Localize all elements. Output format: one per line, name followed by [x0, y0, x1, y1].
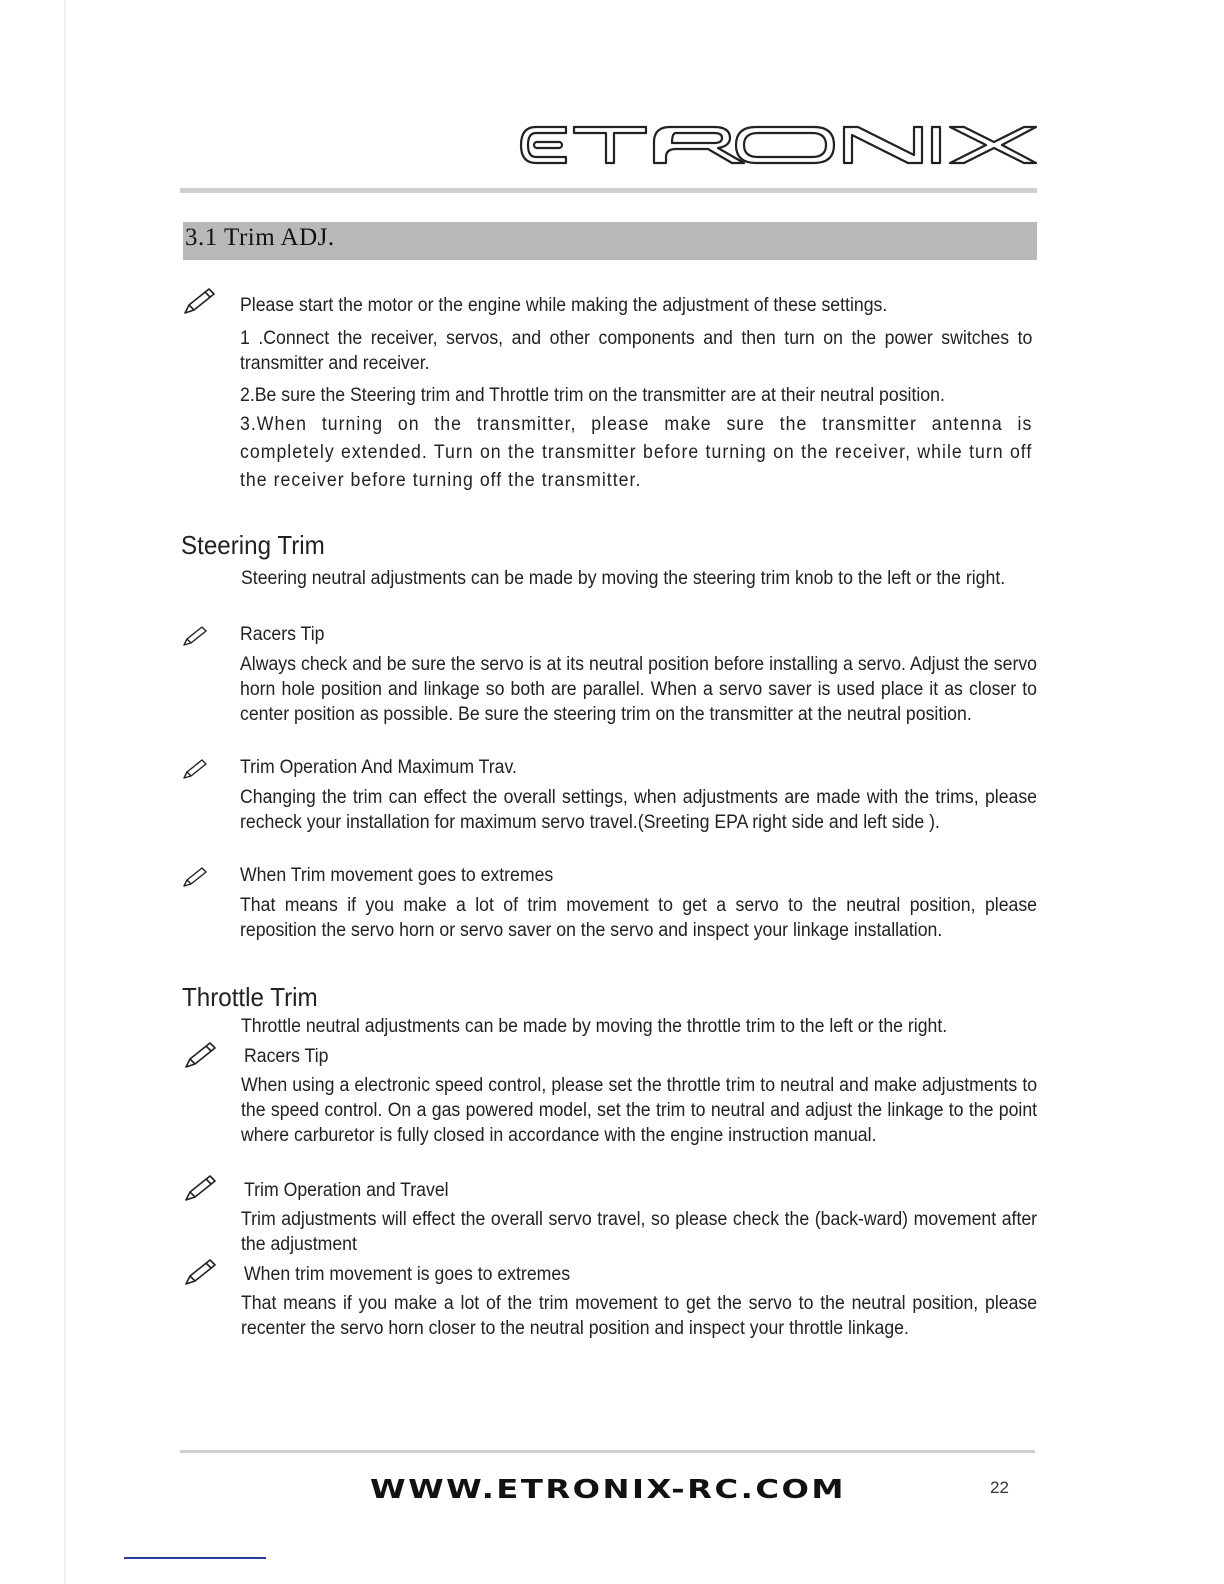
steering-tip-1-title: Racers Tip: [240, 624, 325, 645]
footer-url: [368, 1476, 848, 1504]
intro-step-2: 2.Be sure the Steering trim and Throttle trim on the transmitter are at their neutral position.: [240, 385, 945, 406]
steering-heading: Steering Trim: [181, 530, 325, 560]
svg-text:WWW.ETRONIX-RC.COM: WWW.ETRONIX-RC.COM: [370, 1476, 846, 1504]
throttle-tip-2-title: Trim Operation and Travel: [244, 1180, 449, 1201]
throttle-tip-2-body: Trim adjustments will effect the overall servo travel, so please check the (back-ward) movement after the adjustment: [241, 1209, 1038, 1255]
intro-lead: Please start the motor or the engine while making the adjustment of these settings.: [240, 295, 888, 316]
steering-tip-2-title: Trim Operation And Maximum Trav.: [240, 757, 517, 778]
throttle-description: Throttle neutral adjustments can be made by moving the throttle trim to the left or the right.: [241, 1016, 948, 1037]
throttle-heading: Throttle Trim: [182, 982, 318, 1012]
pen-icon: [182, 625, 208, 647]
header-rule: [180, 188, 1037, 193]
intro-step-1: 1 .Connect the receiver, servos, and other components and then turn on the power switches to transmitter and receiver.: [240, 328, 1033, 374]
section-title: 3.1 Trim ADJ.: [185, 224, 335, 251]
pen-icon: [182, 866, 208, 888]
pen-icon: [183, 1257, 217, 1287]
steering-description: Steering neutral adjustments can be made by moving the steering trim knob to the left or the right.: [241, 568, 1006, 589]
throttle-tip-3-title: When trim movement is goes to extremes: [244, 1264, 571, 1285]
throttle-tip-1-body: When using a electronic speed control, please set the throttle trim to neutral and make adjustments to the speed control. On a gas powered model, set the trim to neutral and adjust the linkage to the point where carburetor is fully closed in accordance with the engine instruction manual.: [241, 1075, 1038, 1146]
steering-tip-3-title: When Trim movement goes to extremes: [240, 865, 554, 886]
pen-icon: [183, 1040, 217, 1070]
page-left-edge: [64, 0, 66, 1584]
throttle-tip-3-body: That means if you make a lot of the trim movement to get the servo to the neutral position, please recenter the servo horn closer to the neutral position and inspect your throttle linkage.: [241, 1293, 1038, 1339]
page-number: 22: [990, 1478, 1009, 1497]
steering-tip-2-body: Changing the trim can effect the overall settings, when adjustments are made with the trims, please recheck your installation for maximum servo travel.(Sreeting EPA right side and left side ).: [240, 787, 1038, 833]
pen-icon: [183, 1173, 217, 1203]
bottom-accent-line: [124, 1557, 266, 1559]
etronix-logo: [518, 124, 1038, 166]
steering-tip-1-body: Always check and be sure the servo is at its neutral position before installing a servo. Adjust the servo horn hole position and linkage so both are parallel. When a servo saver is used place it as closer to center position as possible. Be sure the steering trim on the transmitter at the neutral position.: [240, 654, 1038, 725]
steering-tip-3-body: That means if you make a lot of trim movement to get a servo to the neutral position, please reposition the servo horn or servo saver on the servo and inspect your linkage installation.: [240, 895, 1038, 941]
pen-icon: [182, 286, 216, 316]
intro-step-3: 3.When turning on the transmitter, please make sure the transmitter antenna is completely extended. Turn on the transmitter before turning on the receiver, while turn off the receiver before turning off the transmitter.: [240, 414, 1033, 491]
throttle-tip-1-title: Racers Tip: [244, 1046, 329, 1067]
footer-rule: [180, 1450, 1035, 1453]
section-header-bar: [183, 222, 1037, 260]
pen-icon: [182, 758, 208, 780]
